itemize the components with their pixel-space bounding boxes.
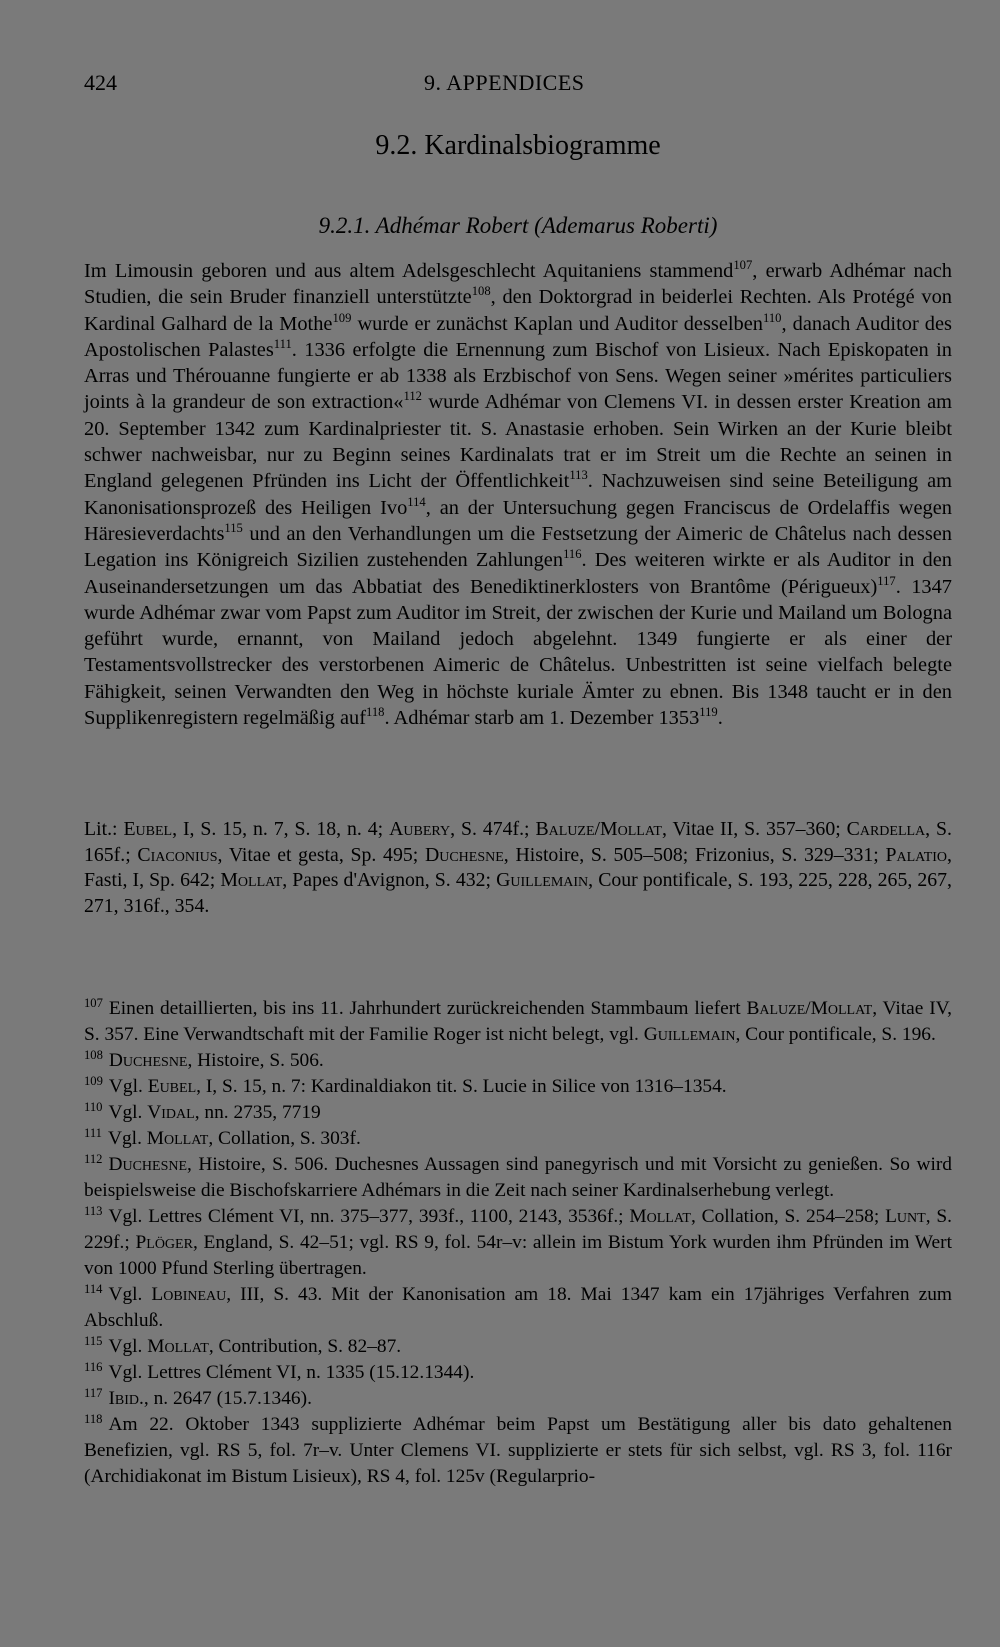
body-text: , danach Auditor des Apostolischen Palastes	[84, 312, 952, 361]
footnote-number: 113	[84, 1203, 103, 1218]
body-text: , den Doktorgrad in beiderlei Rechten. Als Protégé von Kardinal Galhard de la Mothe	[84, 286, 952, 335]
footnote-ref: 119	[699, 705, 718, 720]
footnote-ref: 118	[365, 705, 385, 720]
footnote-number: 109	[84, 1073, 103, 1088]
footnote-text: , Histoire, S. 506.	[187, 1050, 324, 1071]
footnote-ref: 107	[733, 258, 753, 273]
footnote-number: 117	[84, 1385, 103, 1400]
body-text: und an den Verhandlungen um die Festsetzung der Aimeric de Châtelus nach dessen Legation ins Königreich Sizilien zustehenden Zahlungen	[84, 522, 952, 572]
lit-author: Mollat	[220, 869, 283, 892]
footnote-number: 108	[84, 1047, 103, 1062]
footnote-ref: 113	[569, 468, 588, 483]
footnote-118	[84, 1412, 952, 1490]
footnote-116	[84, 1360, 952, 1386]
page-header	[84, 70, 952, 100]
footnote-text: , Vitae IV, S. 357. Eine Verwandtschaft mit der Familie Roger ist nicht belegt, vgl.	[84, 998, 952, 1045]
footnote-number: 107	[84, 995, 103, 1010]
body-text: wurde er zunächst Kaplan und Auditor desselben	[351, 312, 763, 335]
footnote-author: Vidal	[147, 1102, 195, 1123]
footnote-author: Ibid.	[108, 1388, 144, 1409]
body-text: . 1347 wurde Adhémar zwar vom Papst zum Auditor im Streit, der zwischen der Kurie und Mailand um Bologna geführt wurde, ernannt, von Mailand jedoch abgelehnt. 1349 fungierte er als einer der Testamentsvollstrecker des verstorbenen Aimeric de Châtelus. Unbestritten ist seine vielfach belegte Fähigkeit, seinen Verwandten den Weg in höchste kuriale Ämter zu ebnen. Bis 1348 taucht er in den Supplikenregistern regelmäßig auf	[84, 575, 952, 730]
footnote-115	[84, 1334, 952, 1360]
footnote-text: Vgl.	[108, 1076, 148, 1097]
footnote-114	[84, 1282, 952, 1334]
body-text: wurde Adhémar von Clemens VI. in dessen erster Kreation am 20. September 1342 zum Kardinalpriester tit. S. Anastasie erhoben. Sein Wirken an der Kurie bleibt schwer nachweisbar, nur zu Beginn seines Kardinalats trat er im Streit um die Rechte an seinen in England gelegenen Pfründen ins Licht der Öffentlichkeit	[84, 391, 952, 493]
footnote-text: , Collation, S. 254–258;	[690, 1206, 886, 1227]
footnote-ref: 112	[403, 389, 422, 404]
lit-author: Ciaconius	[137, 843, 218, 866]
lit-author: Duchesne	[424, 843, 504, 866]
biography-paragraph	[84, 258, 952, 731]
footnote-text: , nn. 2735, 7719	[194, 1102, 321, 1123]
footnote-107	[84, 996, 952, 1048]
footnote-113	[84, 1204, 952, 1282]
footnote-author: Plöger	[135, 1232, 193, 1253]
footnote-text: Einen detaillierten, bis ins 11. Jahrhundert zurückreichenden Stammbaum liefert	[108, 998, 747, 1019]
footnote-author: Lobineau	[151, 1284, 227, 1305]
footnote-number: 116	[84, 1359, 103, 1374]
lit-text: , S. 474f.;	[450, 818, 536, 840]
running-head: 9. APPENDICES	[424, 70, 585, 95]
literature-list	[84, 817, 952, 919]
book-page	[84, 0, 952, 1647]
footnote-112	[84, 1152, 952, 1204]
footnote-ref: 114	[407, 494, 426, 509]
footnote-author: Duchesne	[108, 1050, 188, 1071]
footnote-111	[84, 1126, 952, 1152]
footnote-author: Duchesne	[108, 1154, 188, 1175]
footnote-117	[84, 1386, 952, 1412]
footnote-text: , I, S. 15, n. 7: Kardinaldiakon tit. S. Lucie in Silice von 1316–1354.	[196, 1076, 727, 1097]
body-text: . 1336 erfolgte die Ernennung zum Bischof von Lisieux. Nach Episkopaten in Arras und Thérouanne fungierte er ab 1338 als Erzbischof von Sens. Wegen seiner »mérites particuliers joints à la grandeur de son extraction«	[84, 338, 952, 414]
subsection-title: 9.2.1. Adhémar Robert (Ademarus Roberti)	[318, 213, 718, 238]
footnote-author: Mollat	[146, 1128, 209, 1149]
body-text: Im Limousin geboren und aus altem Adelsgeschlecht Aquitaniens stammend	[84, 260, 734, 282]
lit-author: Palatio	[885, 843, 948, 866]
footnote-text: Vgl.	[108, 1102, 148, 1123]
footnotes	[84, 996, 952, 1490]
footnote-number: 111	[84, 1125, 102, 1140]
footnote-text: , S. 229f.;	[84, 1206, 953, 1253]
footnote-ref: 110	[763, 310, 782, 325]
footnote-ref: 115	[224, 521, 243, 536]
lit-text: , Vitae et gesta, Sp. 495;	[217, 843, 425, 866]
footnote-text: , England, S. 42–51; vgl. RS 9, fol. 54r–v: allein im Bistum York wurden ihm Pfründen im Wert von 1000 Pfund Sterling übertragen.	[84, 1232, 952, 1279]
footnote-number: 110	[84, 1099, 103, 1114]
lit-author: Eubel	[123, 818, 173, 840]
lit-author: Guillemain	[496, 869, 589, 892]
lit-text: , S. 165f.;	[84, 818, 952, 866]
footnote-author: Mollat	[629, 1206, 691, 1227]
lit-text: , Fasti, I, Sp. 642;	[84, 843, 952, 892]
footnote-number: 118	[84, 1411, 103, 1426]
footnote-author: Eubel	[147, 1076, 197, 1097]
body-text: . Nachzuweisen sind seine Beteiligung am Kanonisationsprozeß des Heiligen Ivo	[84, 470, 952, 519]
footnote-text: , Contribution, S. 82–87.	[208, 1336, 402, 1357]
lit-text: , Cour pontificale, S. 193, 225, 228, 265, 267, 271, 316f., 354.	[84, 869, 952, 917]
section-title: 9.2. Kardinalsbiogramme	[375, 130, 661, 161]
footnote-number: 115	[84, 1333, 103, 1348]
footnote-108	[84, 1048, 952, 1074]
footnote-110	[84, 1100, 952, 1126]
footnote-ref: 116	[563, 547, 582, 562]
footnote-text: Am 22. Oktober 1343 supplizierte Adhémar beim Papst um Bestätigung aller bis dato gehaltenen Benefizien, vgl. RS 5, fol. 7r–v. Unter Clemens VI. supplizierte er stets für sich selbst, vgl. RS 3, fol. 116r (Archidiakonat im Bistum Lisieux), RS 4, fol. 125v (Regularprio-	[84, 1414, 952, 1487]
footnote-ref: 109	[332, 310, 352, 325]
lit-author: Cardella	[846, 818, 926, 840]
footnote-author: Lunt	[885, 1206, 926, 1227]
footnote-text: , III, S. 43. Mit der Kanonisation am 18. Mai 1347 kam ein 17jähriges Verfahren zum Abschluß.	[84, 1284, 952, 1331]
footnote-author: Mollat	[147, 1336, 209, 1357]
lit-text: , Papes d'Avignon, S. 432;	[282, 869, 497, 892]
lit-prefix: Lit.:	[84, 818, 124, 840]
body-text: . Adhémar starb am 1. Dezember 1353	[384, 707, 700, 730]
body-text: , erwarb Adhémar nach Studien, die sein Bruder finanziell unterstützte	[84, 260, 952, 309]
footnote-text: , Cour pontificale, S. 196.	[735, 1024, 936, 1045]
footnote-text: Vgl.	[108, 1336, 148, 1357]
lit-author: Aubery	[389, 818, 451, 840]
lit-author: Baluze/Mollat	[535, 818, 662, 840]
footnote-text: , Collation, S. 303f.	[208, 1128, 361, 1149]
footnote-text: Vgl. Lettres Clément VI, nn. 375–377, 393f., 1100, 2143, 3536f.;	[108, 1206, 630, 1227]
footnote-text: Vgl. Lettres Clément VI, n. 1335 (15.12.1344).	[108, 1362, 475, 1383]
footnote-ref: 117	[877, 573, 896, 588]
footnote-text: Vgl.	[108, 1284, 152, 1305]
lit-text: , Vitae II, S. 357–360;	[661, 818, 847, 840]
footnote-number: 112	[84, 1151, 103, 1166]
footnote-text: Vgl.	[107, 1128, 147, 1149]
footnote-number: 114	[84, 1281, 103, 1296]
footnote-author: Baluze/Mollat	[746, 998, 873, 1019]
lit-text: , I, S. 15, n. 7, S. 18, n. 4;	[172, 818, 390, 840]
footnote-ref: 111	[273, 337, 292, 352]
footnote-109	[84, 1074, 952, 1100]
body-text: .	[717, 707, 723, 730]
footnote-author: Guillemain	[643, 1024, 736, 1045]
body-text: . Des weiteren wirkte er als Auditor in den Auseinandersetzungen um das Abbatiat des Benediktinerklosters von Brantôme (Périgueux)	[84, 549, 952, 598]
page-number: 424	[84, 70, 117, 95]
footnote-ref: 108	[471, 284, 491, 299]
lit-text: , Histoire, S. 505–508; Frizonius, S. 329–331;	[503, 843, 886, 866]
body-text: , an der Untersuchung gegen Franciscus de Ordelaffis wegen Häresieverdachts	[84, 496, 952, 545]
footnote-text: , Histoire, S. 506. Duchesnes Aussagen sind panegyrisch und mit Vorsicht zu genießen. So wird beispielsweise die Bischofskarriere Adhémars in die Zeit nach seiner Kardinalserhebung verlegt.	[84, 1154, 952, 1201]
footnote-text: , n. 2647 (15.7.1346).	[143, 1388, 312, 1409]
